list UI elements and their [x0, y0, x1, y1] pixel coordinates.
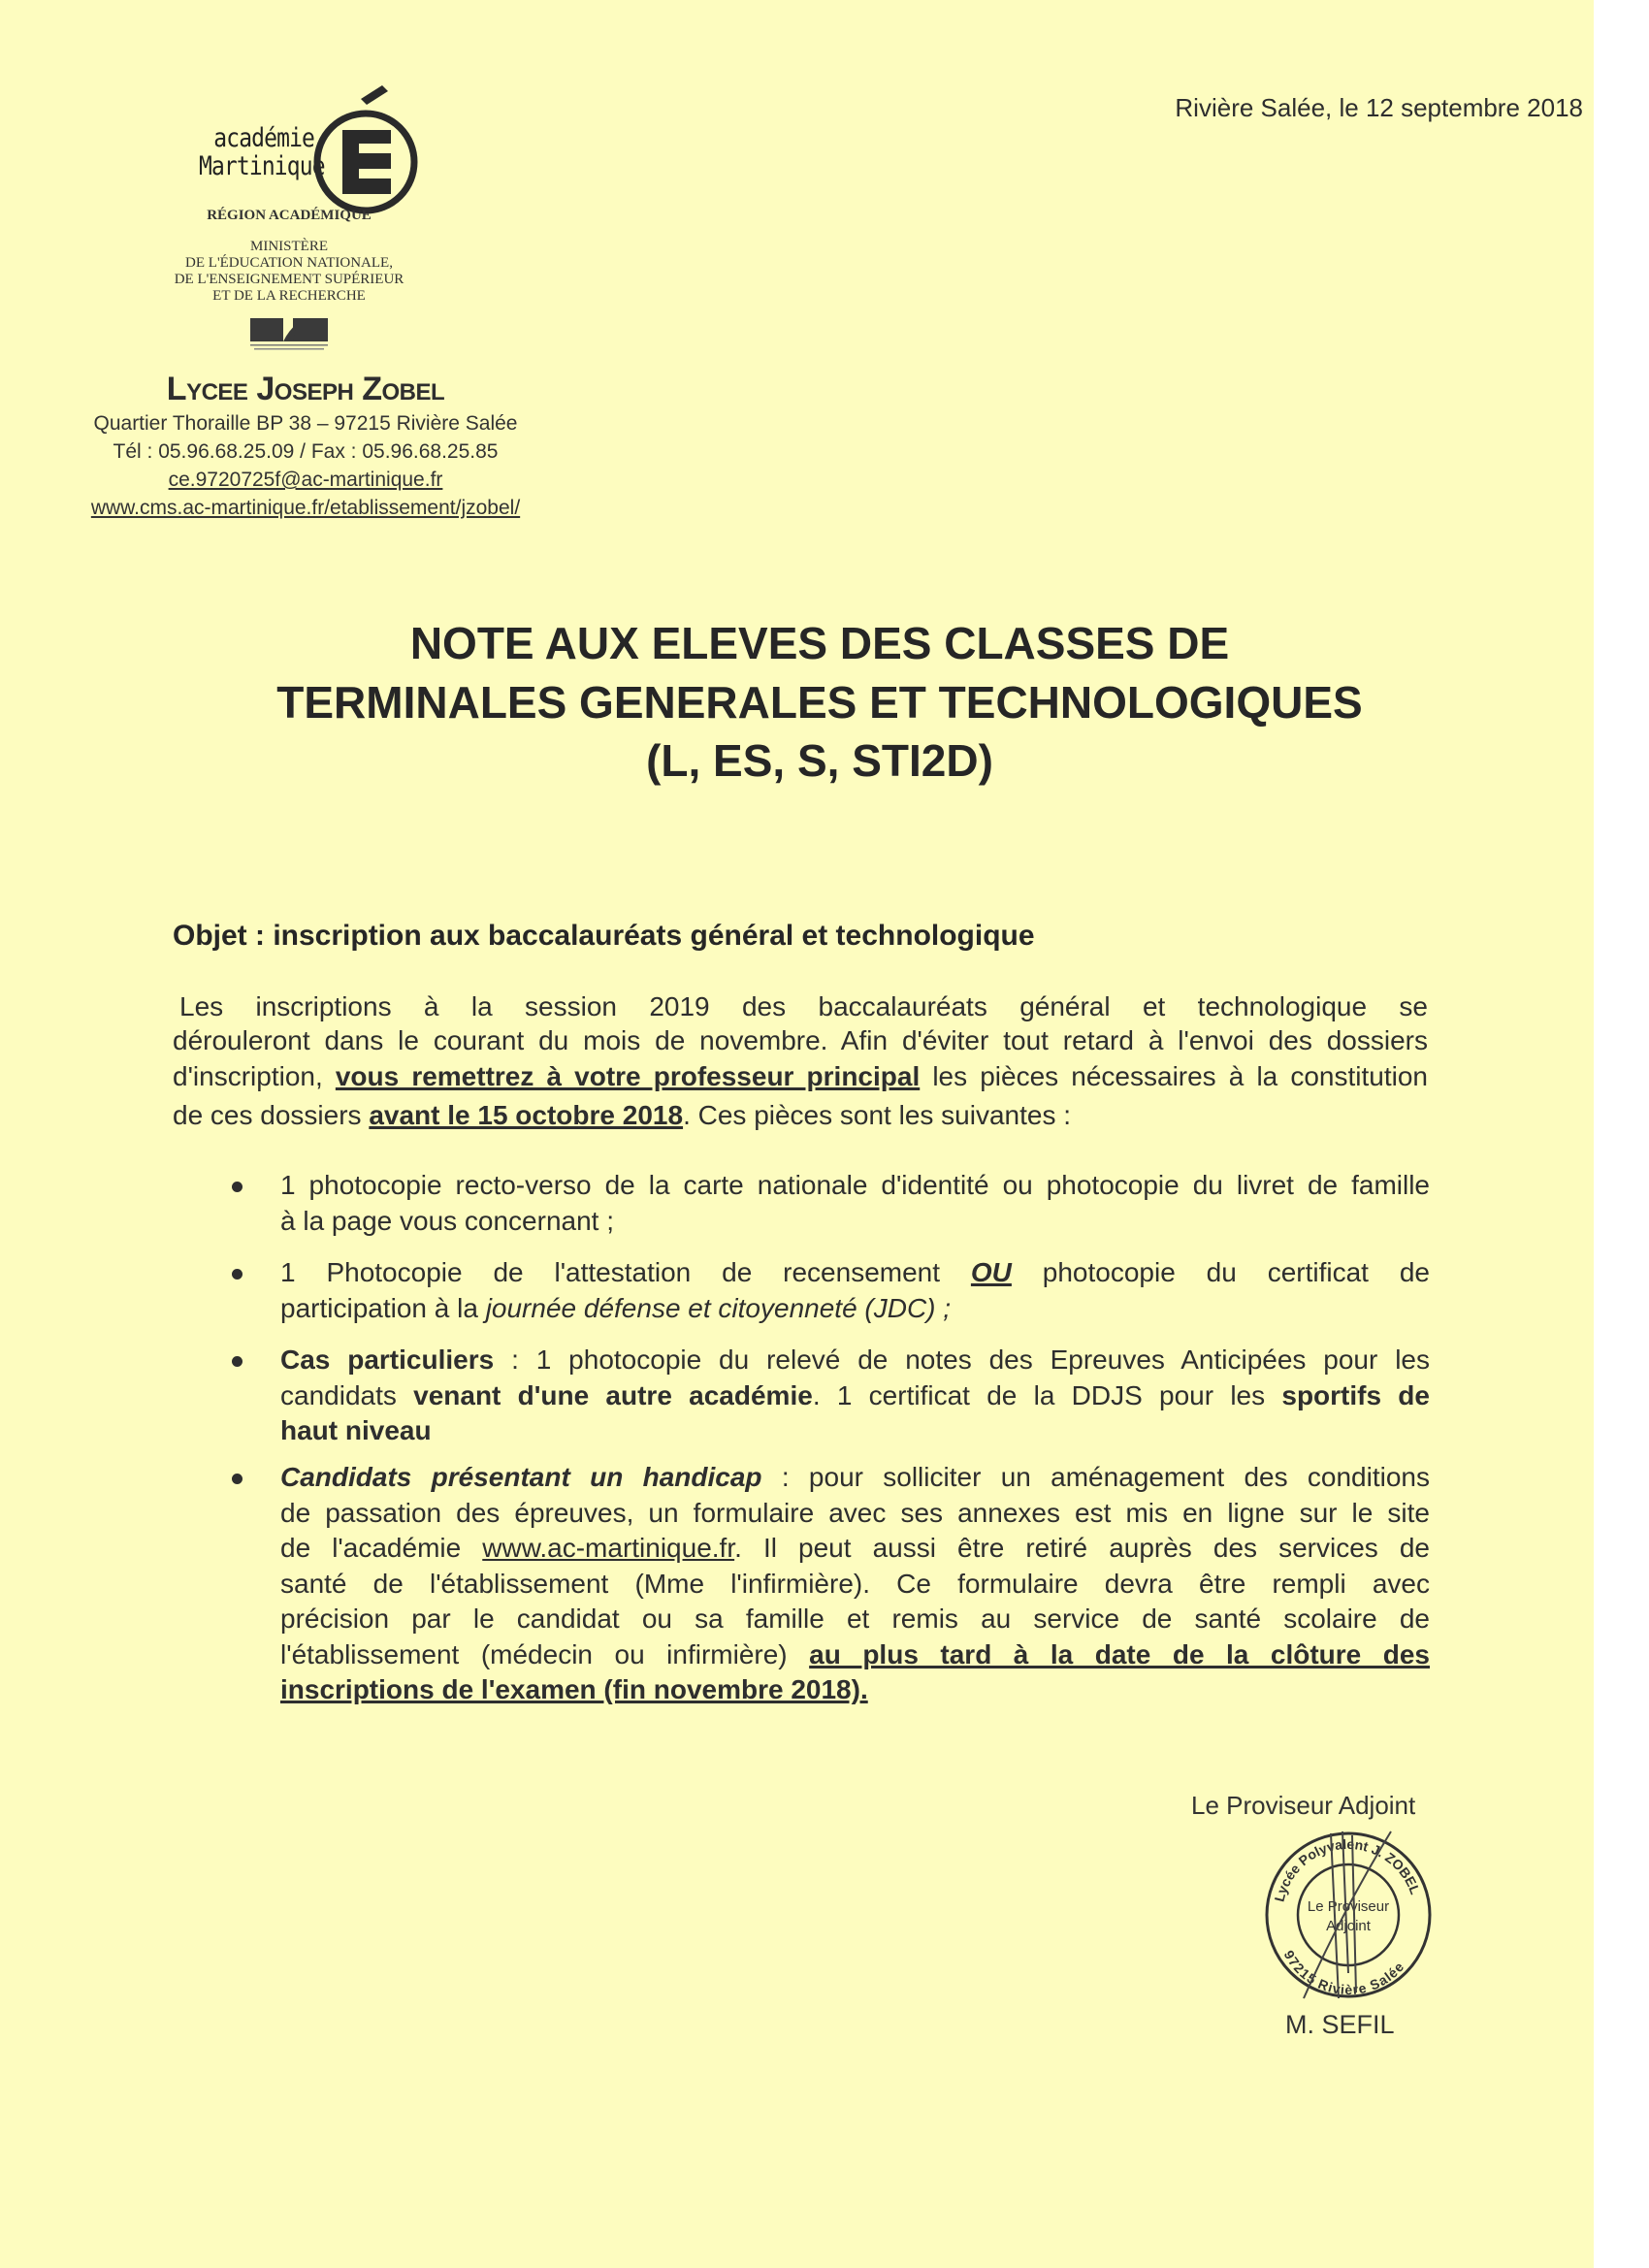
text-segment: à la page vous concernant ; [280, 1205, 615, 1236]
emphasized-text: venant d'une autre académie [413, 1379, 813, 1410]
document-subject: Objet : inscription aux baccalauréats général et technologique [173, 920, 1035, 952]
text-segment: Les inscriptions à la session 2019 des baccalauréats général et technologique se [179, 991, 1428, 1021]
emphasized-text: avant le 15 octobre 2018 [369, 1100, 684, 1130]
text-segment: de ces dossiers [173, 1100, 370, 1130]
text-line [280, 1413, 1430, 1448]
text-segment: de passation des épreuves, un formulaire avec ses annexes est mis en ligne sur le site [280, 1497, 1430, 1528]
bullet-icon [232, 1269, 242, 1280]
emphasized-text: vous remettrez à votre professeur principal [335, 1061, 921, 1091]
text-line [280, 1637, 1430, 1672]
text-segment: photocopie du certificat de [1011, 1257, 1430, 1287]
signatory-role: Le Proviseur Adjoint [1191, 1791, 1416, 1820]
text-segment: . Il peut aussi être retiré auprès des services de [734, 1533, 1430, 1563]
document-title-line: NOTE AUX ELEVES DES CLASSES DE [409, 618, 1230, 668]
text-segment: précision par le candidat ou sa famille et remis au service de santé scolaire de [280, 1604, 1430, 1634]
text-line [179, 989, 1428, 1024]
text-line [173, 1059, 1428, 1094]
ministry-line: DE L'ÉDUCATION NATIONALE, [185, 255, 393, 271]
text-segment: participation à la [280, 1292, 486, 1323]
text-segment: . Ces pièces sont les suivantes : [683, 1100, 1072, 1130]
emphasized-text: haut niveau [280, 1415, 432, 1445]
logo-line-2: Martinique [199, 151, 325, 181]
emphasized-text: Cas particuliers [280, 1345, 495, 1375]
svg-text:Lycée Polyvalent J. ZOBEL: Lycée Polyvalent J. ZOBEL [1271, 1835, 1424, 1904]
text-line [280, 1496, 1430, 1531]
school-email-link[interactable]: ce.9720725f@ac-martinique.fr [168, 469, 443, 491]
marianne-logo-icon [250, 318, 330, 351]
ministry-line: DE L'ENSEIGNEMENT SUPÉRIEUR [174, 272, 404, 287]
text-line [280, 1255, 1430, 1290]
text-line [280, 1168, 1430, 1203]
svg-text:97215 Rivière Salée: 97215 Rivière Salée [1280, 1948, 1407, 1998]
bullet-icon [232, 1474, 242, 1484]
text-line [280, 1204, 1430, 1239]
text-line [173, 1023, 1428, 1058]
emphasized-text: OU [970, 1257, 1012, 1287]
text-segment: santé de l'établissement (Mme l'infirmière). Ce formulaire devra être rempli avec [280, 1568, 1430, 1599]
text-segment: les pièces nécessaires à la constitution [920, 1061, 1428, 1091]
text-segment: d'inscription, [173, 1061, 336, 1091]
document-title-line: TERMINALES GENERALES ET TECHNOLOGIQUES [276, 677, 1363, 728]
stamp-text: Le Proviseur [1307, 1898, 1390, 1915]
emphasized-text: sportifs de [1281, 1379, 1430, 1410]
emphasized-text: Candidats présentant un handicap [280, 1462, 762, 1492]
academy-e-logo-icon [310, 81, 423, 217]
ministry-line: MINISTÈRE [250, 239, 328, 254]
text-segment: 1 photocopie recto-verso de la carte nationale d'identité ou photocopie du livret de famille [280, 1170, 1430, 1200]
text-line [173, 1098, 1428, 1133]
signatory-name: M. SEFIL [1285, 2010, 1395, 2039]
text-line [280, 1343, 1430, 1377]
text-segment: : pour solliciter un aménagement des conditions [761, 1462, 1430, 1492]
region-label: RÉGION ACADÉMIQUE [207, 208, 372, 223]
emphasized-text: inscriptions de l'examen (fin novembre 2018). [280, 1674, 868, 1704]
school-phone-fax: Tél : 05.96.68.25.09 / Fax : 05.96.68.25.85 [113, 440, 499, 463]
text-segment: de l'académie [280, 1533, 483, 1563]
official-stamp-icon [1261, 1828, 1436, 2002]
emphasized-text: au plus tard à la date de la clôture des [809, 1638, 1430, 1669]
text-segment: candidats [280, 1379, 414, 1410]
bullet-icon [232, 1356, 242, 1367]
ministry-label [136, 239, 442, 305]
text-line [280, 1291, 1430, 1326]
text-line [280, 1460, 1430, 1495]
text-segment: 1 Photocopie de l'attestation de recensement [280, 1257, 971, 1287]
academy-logo-text [199, 123, 325, 181]
text-line [280, 1567, 1430, 1602]
logo-line-1: académie [213, 123, 314, 153]
text-line [280, 1672, 1430, 1707]
text-segment: : 1 photocopie du relevé de notes des Epreuves Anticipées pour les [494, 1345, 1430, 1375]
stamp-text: Adjoint [1326, 1918, 1371, 1934]
ministry-line: ET DE LA RECHERCHE [212, 288, 366, 304]
text-line [280, 1602, 1430, 1636]
school-name: Lycee Joseph Zobel [166, 371, 445, 407]
text-line [280, 1531, 1430, 1566]
emphasized-text[interactable]: www.ac-martinique.fr [482, 1533, 735, 1563]
text-segment: dérouleront dans le courant du mois de novembre. Afin d'éviter tout retard à l'envoi des dossiers [173, 1025, 1428, 1055]
school-website-link[interactable]: www.cms.ac-martinique.fr/etablissement/jzobel/ [90, 497, 521, 519]
text-line [280, 1378, 1430, 1413]
emphasized-text: journée défense et citoyenneté (JDC) ; [485, 1292, 952, 1323]
text-segment: . 1 certificat de la DDJS pour les [812, 1379, 1282, 1410]
bullet-icon [232, 1182, 242, 1192]
text-segment: l'établissement (médecin ou infirmière) [280, 1638, 810, 1669]
document-title-line: (L, ES, S, STI2D) [646, 735, 993, 786]
document-date: Rivière Salée, le 12 septembre 2018 [1175, 93, 1583, 122]
school-address: Quartier Thoraille BP 38 – 97215 Rivière Salée [93, 412, 518, 435]
